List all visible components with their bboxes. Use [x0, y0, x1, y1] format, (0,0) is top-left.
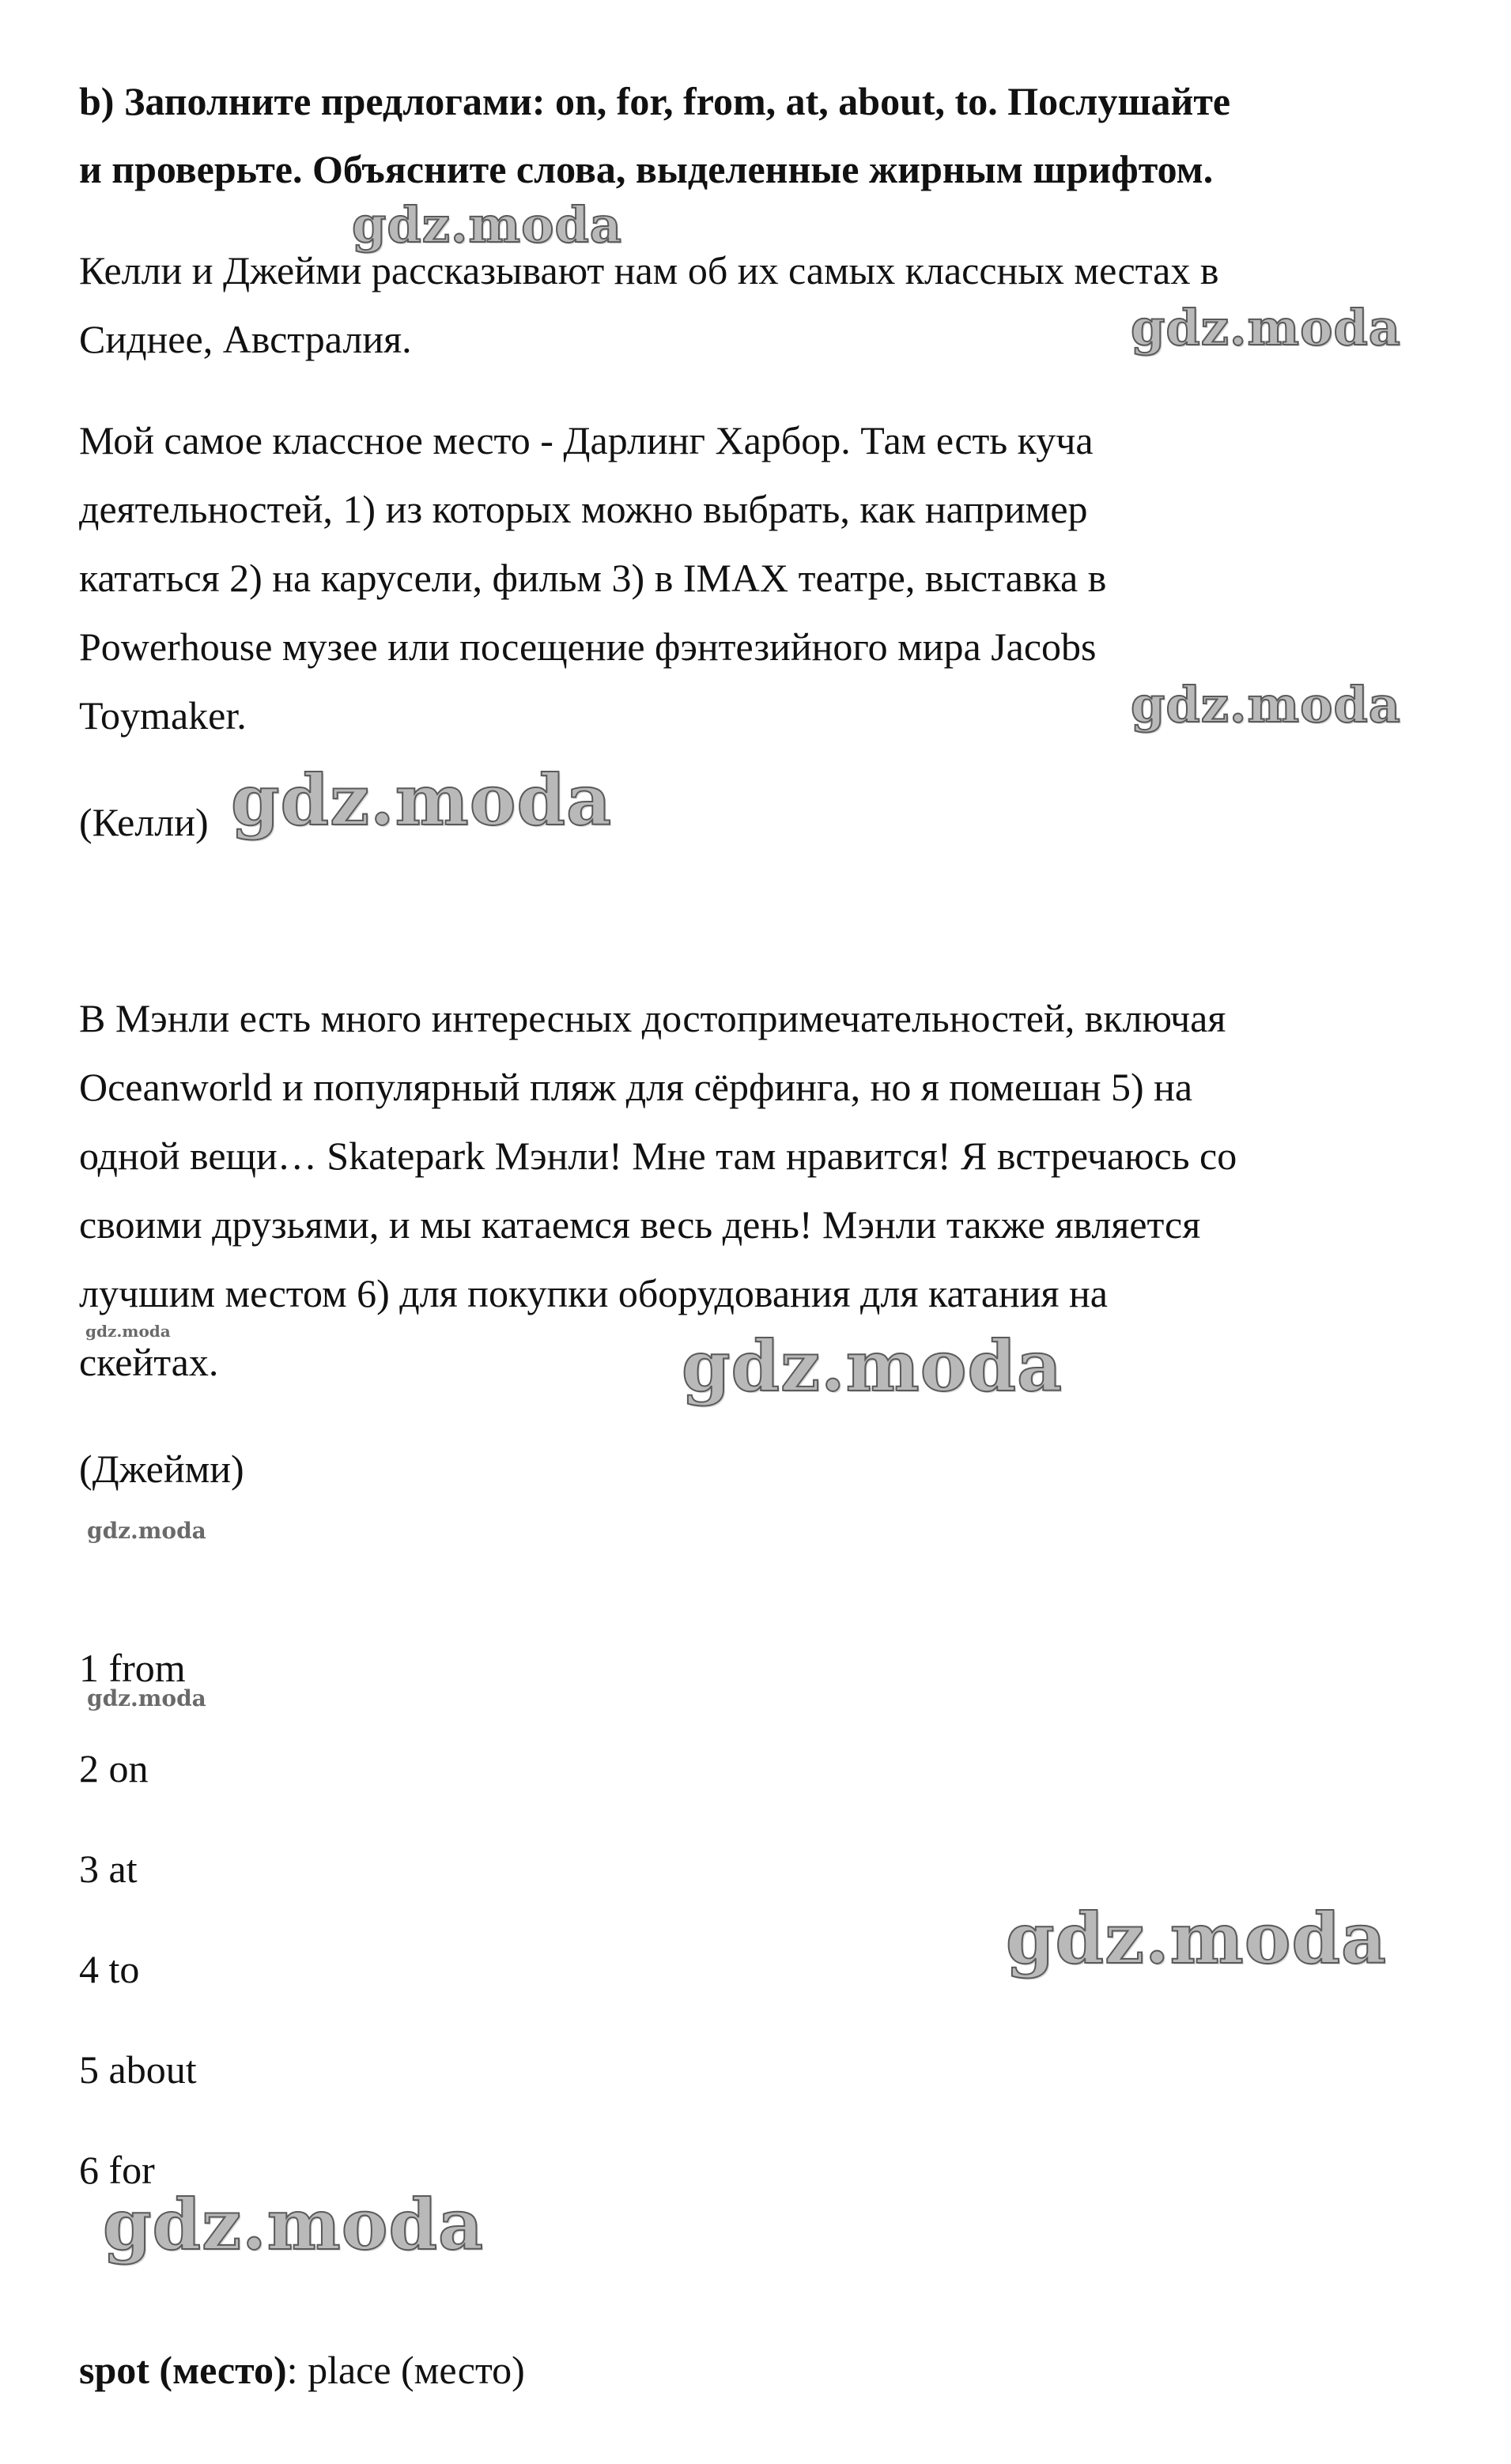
watermark-logo: gdz.moda	[1006, 1897, 1388, 1979]
answer-1: 1 from	[79, 1646, 186, 1690]
task-heading-line-1: b) Заполните предлогами: on, for, from, at, about, to. Послушайте	[79, 79, 1231, 123]
jamie-line-1: В Мэнли есть много интересных достопримечательностей, включая	[79, 996, 1226, 1040]
watermark-logo: gdz.moda	[352, 196, 622, 254]
kelly-line-4: Powerhouse музее или посещение фэнтезийного мира Jacobs	[79, 624, 1097, 669]
jamie-line-2: Oceanworld и популярный пляж для сёрфинга, но я помешан 5) на	[79, 1065, 1193, 1109]
answer-6: 6 for	[79, 2148, 155, 2192]
intro-line-2: Сиднее, Австралия.	[79, 317, 412, 361]
jamie-line-3: одной вещи… Skatepark Мэнли! Мне там нравится! Я встречаюсь со	[79, 1134, 1237, 1178]
jamie-line-6: скейтах.	[79, 1340, 219, 1384]
kelly-line-2: деятельностей, 1) из которых можно выбрать, как например	[79, 487, 1088, 531]
watermark-logo: gdz.moda	[1131, 676, 1401, 734]
answer-5: 5 about	[79, 2047, 197, 2092]
jamie-author: (Джейми)	[79, 1447, 244, 1491]
task-heading-line-2: и проверьте. Объясните слова, выделенные жирным шрифтом.	[79, 147, 1214, 191]
answer-3: 3 at	[79, 1847, 138, 1891]
watermark-logo: gdz.moda	[682, 1325, 1063, 1407]
watermark-logo: gdz.moda	[103, 2183, 485, 2266]
watermark-logo: gdz.moda	[1131, 299, 1401, 357]
answer-2: 2 on	[79, 1746, 149, 1790]
vocab-definition: : place (место)	[286, 2348, 525, 2392]
watermark-logo: gdz.moda	[231, 759, 613, 841]
watermark-logo-small: gdz.moda	[85, 1322, 171, 1341]
vocab-entry	[79, 2346, 525, 2394]
watermark-logo-small: gdz.moda	[87, 1518, 206, 1544]
jamie-line-4: своими друзьями, и мы катаемся весь день! Мэнли также является	[79, 1202, 1201, 1247]
intro-line-1: Келли и Джейми рассказывают нам об их самых классных местах в	[79, 248, 1219, 292]
kelly-line-5: Toymaker.	[79, 693, 247, 738]
answer-4: 4 to	[79, 1947, 140, 1991]
kelly-line-1: Мой самое классное место - Дарлинг Харбор. Там есть куча	[79, 418, 1094, 462]
watermark-logo-small: gdz.moda	[87, 1685, 206, 1711]
kelly-author: (Келли)	[79, 800, 209, 844]
vocab-term: spot (место)	[79, 2348, 287, 2392]
kelly-line-3: кататься 2) на карусели, фильм 3) в IMAX театре, выставка в	[79, 556, 1107, 600]
jamie-line-5: лучшим местом 6) для покупки оборудования для катания на	[79, 1271, 1109, 1315]
